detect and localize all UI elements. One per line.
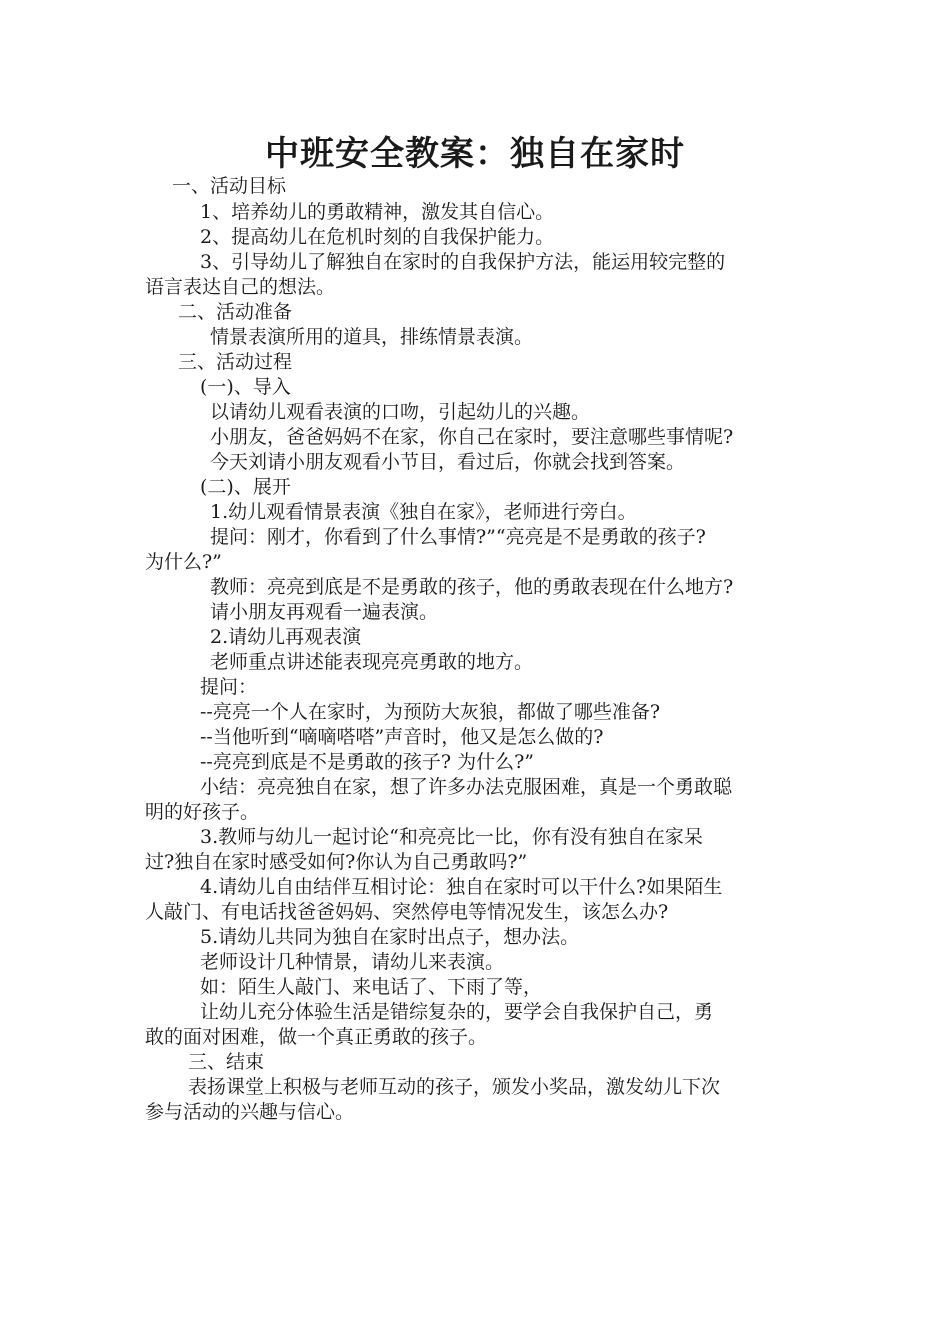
section-heading-goals: 一、活动目标	[172, 175, 287, 197]
paragraph-line: 小朋友，爸爸妈妈不在家，你自己在家时，要注意哪些事情呢?	[210, 426, 734, 448]
paragraph-line: 老师重点讲述能表现亮亮勇敢的地方。	[210, 651, 534, 673]
paragraph-line: 为什么?”	[145, 551, 222, 573]
paragraph-line: 敢的面对困难，做一个真正勇敢的孩子。	[145, 1026, 488, 1048]
paragraph-line: 5.请幼儿共同为独自在家时出点子，想办法。	[200, 926, 580, 948]
paragraph-line: 提问：	[200, 676, 258, 698]
question-item: --亮亮到底是不是勇敢的孩子? 为什么?”	[200, 751, 534, 773]
paragraph-line: 教师：亮亮到底是不是勇敢的孩子，他的勇敢表现在什么地方?	[210, 576, 734, 598]
paragraph-line: 如：陌生人敲门、来电话了、下雨了等，	[200, 976, 543, 998]
paragraph-line: 人敲门、有电话找爸爸妈妈、突然停电等情况发生，该怎么办?	[145, 901, 669, 923]
section-heading-process: 三、活动过程	[178, 351, 293, 373]
prep-text: 情景表演所用的道具，排练情景表演。	[210, 326, 534, 348]
paragraph-line: 小结：亮亮独自在家，想了许多办法克服困难，真是一个勇敢聪	[200, 776, 733, 798]
goal-item-1: 1、培养幼儿的勇敢精神，激发其自信心。	[200, 201, 555, 223]
paragraph-line: 请小朋友再观看一遍表演。	[210, 601, 439, 623]
subsection-intro: (一)、导入	[200, 376, 291, 398]
goal-item-3-cont: 语言表达自己的想法。	[145, 276, 336, 298]
paragraph-line: 2.请幼儿再观表演	[210, 626, 362, 648]
paragraph-line: 3.教师与幼儿一起讨论“和亮亮比一比，你有没有独自在家呆	[200, 826, 703, 848]
paragraph-line: 提问：刚才，你看到了什么事情?”“亮亮是不是勇敢的孩子?	[210, 526, 706, 548]
section-heading-end: 三、结束	[188, 1051, 265, 1073]
paragraph-line: 老师设计几种情景，请幼儿来表演。	[200, 951, 505, 973]
question-item: --当他听到“嘀嘀嗒嗒”声音时，他又是怎么做的?	[200, 726, 604, 748]
goal-item-3: 3、引导幼儿了解独自在家时的自我保护方法，能运用较完整的	[200, 251, 726, 273]
question-item: --亮亮一个人在家时，为预防大灰狼，都做了哪些准备?	[200, 701, 661, 723]
page-title: 中班安全教案：独自在家时	[265, 134, 685, 174]
subsection-develop: (二)、展开	[200, 476, 291, 498]
paragraph-line: 表扬课堂上积极与老师互动的孩子，颁发小奖品，激发幼儿下次	[188, 1076, 721, 1098]
paragraph-line: 参与活动的兴趣与信心。	[145, 1101, 355, 1123]
paragraph-line: 今天刘请小朋友观看小节目，看过后，你就会找到答案。	[210, 451, 686, 473]
paragraph-line: 4.请幼儿自由结伴互相讨论：独自在家时可以干什么?如果陌生	[200, 876, 723, 898]
paragraph-line: 以请幼儿观看表演的口吻，引起幼儿的兴趣。	[210, 401, 591, 423]
goal-item-2: 2、提高幼儿在危机时刻的自我保护能力。	[200, 226, 555, 248]
paragraph-line: 1.幼儿观看情景表演《独自在家》，老师进行旁白。	[210, 501, 637, 523]
paragraph-line: 过?独自在家时感受如何?你认为自己勇敢吗?”	[145, 851, 528, 873]
paragraph-line: 明的好孩子。	[145, 801, 260, 823]
paragraph-line: 让幼儿充分体验生活是错综复杂的，要学会自我保护自己，勇	[200, 1001, 714, 1023]
section-heading-prep: 二、活动准备	[178, 301, 293, 323]
